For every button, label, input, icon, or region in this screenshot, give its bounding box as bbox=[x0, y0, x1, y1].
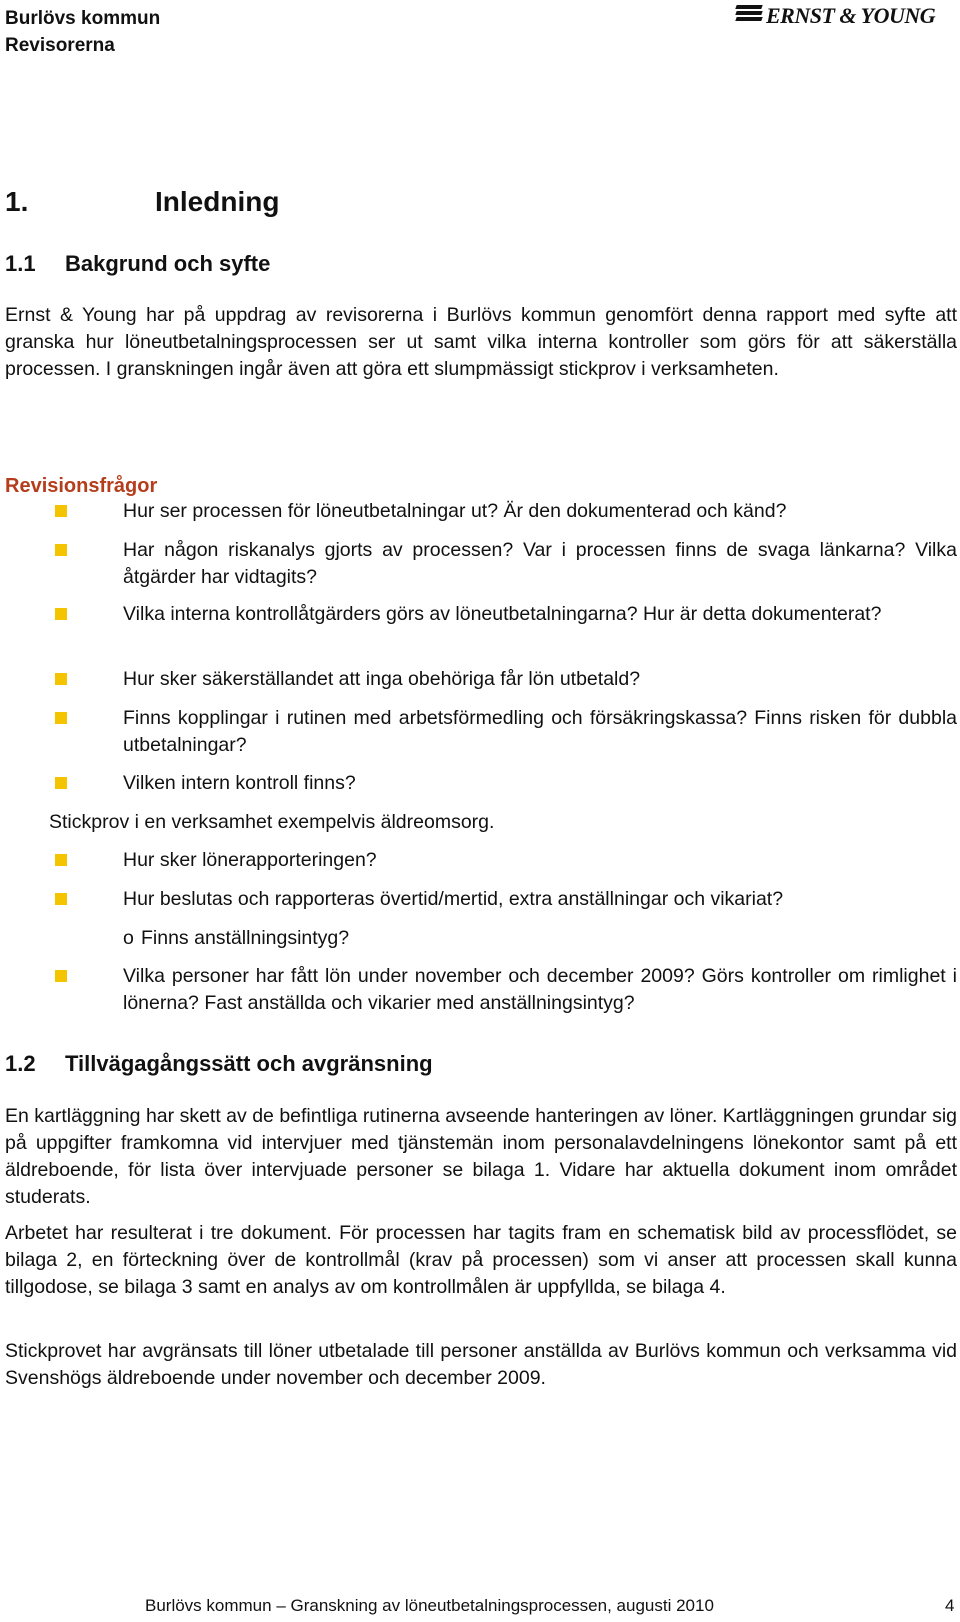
list-item: Hur beslutas och rapporteras övertid/mertid, extra anställningar och vikariat? bbox=[55, 886, 957, 913]
page-footer: Burlövs kommun – Granskning av löneutbetalningsprocessen, augusti 2010 bbox=[145, 1596, 714, 1615]
bullet-square-icon bbox=[55, 712, 67, 724]
page-number: 4 bbox=[945, 1596, 955, 1615]
section-1-2-paragraph-2: Arbetet har resulterat i tre dokument. För processen har tagits fram en schematisk bild av processflödet, se bilaga 2, en förteckning över de kontrollmål (krav på processen) som vi anser att processen skall kunna tillgodose, se bilaga 3 samt en analys av om kontrollmålen är uppfyllda, se bilaga 4. bbox=[5, 1222, 957, 1298]
list-item: Vilken intern kontroll finns? bbox=[55, 770, 957, 797]
list-item: Hur sker lönerapporteringen? bbox=[55, 847, 957, 874]
chapter-heading bbox=[5, 186, 279, 218]
section-title: Tillvägagångssätt och avgränsning bbox=[65, 1051, 433, 1076]
list-item: Hur ser processen för löneutbetalningar ut? Är den dokumenterad och känd? bbox=[55, 498, 957, 525]
ernst-young-logo bbox=[736, 3, 935, 29]
chapter-title: Inledning bbox=[155, 186, 280, 217]
subheading-revisionsfragor: Revisionsfrågor bbox=[5, 475, 158, 497]
section-number: 1.1 bbox=[5, 251, 36, 276]
header-org: Burlövs kommun bbox=[5, 8, 161, 29]
bullet-square-icon bbox=[55, 673, 67, 685]
stickprov-intro: Stickprov i en verksamhet exempelvis äldreomsorg. bbox=[49, 811, 495, 833]
logo-bars-icon bbox=[736, 5, 762, 27]
section-number: 1.2 bbox=[5, 1051, 36, 1076]
bullet-square-icon bbox=[55, 608, 67, 620]
section-1-2-paragraph-1: En kartläggning har skett av de befintliga rutinerna avseende hanteringen av löner. Kartläggningen grundar sig på uppgifter framkomna vid intervjuer med tjänstemän inom personalavdelningens lönekontor samt på ett äldreboende, för lista över intervjuade personer se bilaga 1. Vidare har aktuella dokument inom området studerats. bbox=[5, 1105, 957, 1208]
list-item: Vilka interna kontrollåtgärders görs av löneutbetalningarna? Hur är detta dokumenterat? bbox=[55, 601, 957, 628]
sub-list-item: o Finns anställningsintyg? bbox=[123, 925, 349, 952]
list-item: Har någon riskanalys gjorts av processen? Var i processen finns de svaga länkarna? Vilka åtgärder har vidtagits? bbox=[55, 537, 957, 591]
section-1-1-paragraph: Ernst & Young har på uppdrag av revisorerna i Burlövs kommun genomfört denna rapport med syfte att granska hur löneutbetalningsprocessen ser ut samt vilka interna kontroller som görs för att säkerställa processen. I granskningen ingår även att göra ett slumpmässigt stickprov i verksamheten. bbox=[5, 304, 957, 380]
bullet-square-icon bbox=[55, 854, 67, 866]
header-dept: Revisorerna bbox=[5, 35, 115, 56]
sub-list-marker: o bbox=[123, 927, 134, 949]
bullet-square-icon bbox=[55, 777, 67, 789]
list-item: Vilka personer har fått lön under november och december 2009? Görs kontroller om rimlighet i lönerna? Fast anställda och vikarier med anställningsintyg? bbox=[55, 963, 957, 1017]
page-header bbox=[5, 5, 160, 59]
logo-text: ERNST & YOUNG bbox=[766, 3, 936, 28]
section-heading-1-2 bbox=[5, 1051, 433, 1077]
bullet-square-icon bbox=[55, 893, 67, 905]
list-item: Finns kopplingar i rutinen med arbetsförmedling och försäkringskassa? Finns risken för dubbla utbetalningar? bbox=[55, 705, 957, 759]
section-1-2-paragraph-3: Stickprovet har avgränsats till löner utbetalade till personer anställda av Burlövs kommun och verksamma vid Svenshögs äldreboende under november och december 2009. bbox=[5, 1340, 957, 1389]
bullet-square-icon bbox=[55, 505, 67, 517]
chapter-number: 1. bbox=[5, 186, 29, 217]
section-title: Bakgrund och syfte bbox=[65, 251, 271, 276]
section-heading-1-1 bbox=[5, 251, 270, 277]
list-item: Hur sker säkerställandet att inga obehöriga får lön utbetald? bbox=[55, 666, 957, 693]
bullet-square-icon bbox=[55, 970, 67, 982]
bullet-square-icon bbox=[55, 544, 67, 556]
